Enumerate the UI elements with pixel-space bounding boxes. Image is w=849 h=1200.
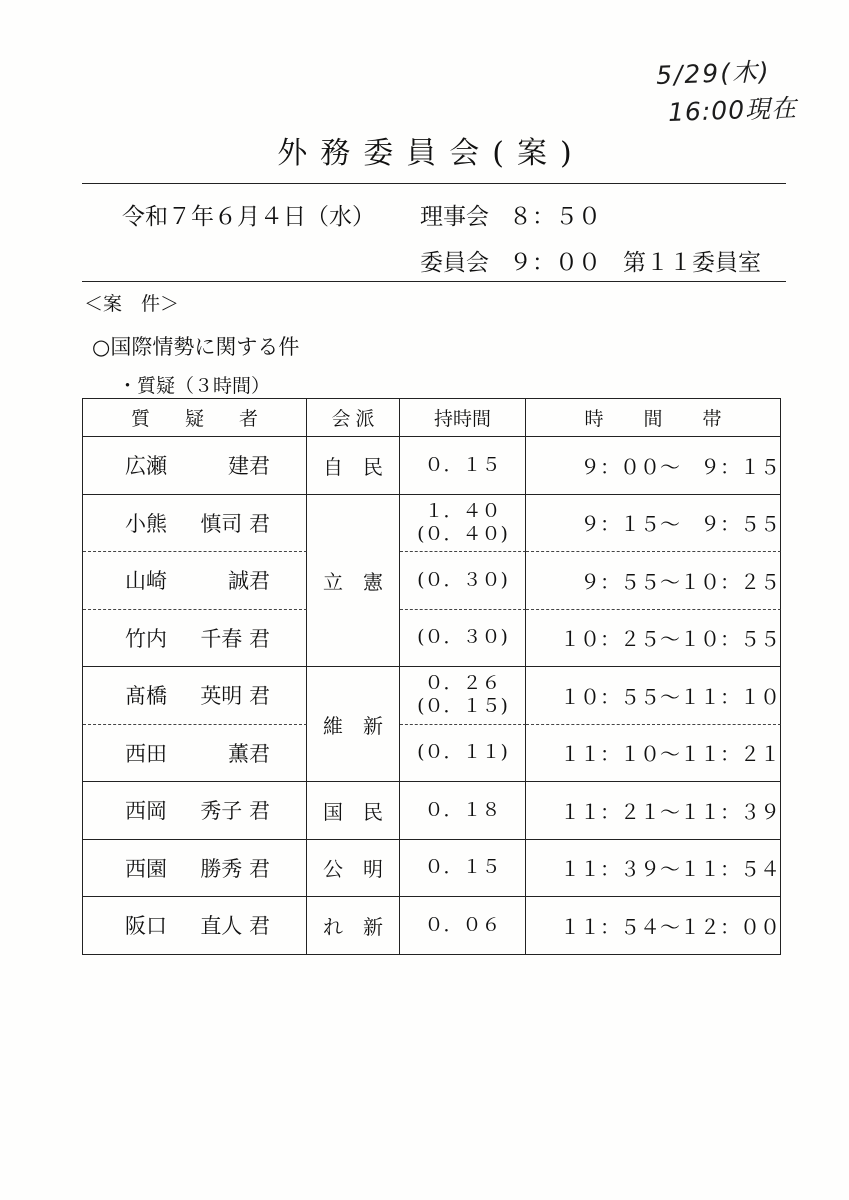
questioner-family-name: 広瀬 [125,454,167,479]
questioner-cell [83,725,307,783]
time-slot-cell: ９：５５～１０：２５ [526,552,781,610]
questioner-cell [83,782,307,840]
questioner-given-name: 誠君 [228,569,270,594]
table-row [83,437,781,495]
questioner-cell [83,610,307,668]
time-slot-cell: １１：３９～１１：５４ [526,840,781,898]
header-questioner-label: 質疑者 [130,408,293,430]
header-questioner [83,399,307,437]
allotted-time: ０．１８ [424,798,501,821]
agenda-heading: ＜案 件＞ [84,293,180,315]
questioner-cell [83,495,307,553]
board-meeting-time: ８：５０ [509,204,601,230]
header-party [307,399,400,437]
allotted-time: ０．１５ [424,453,501,476]
party-name: 国民 [323,799,403,824]
allotted-time-cell [400,725,526,783]
questioner-family-name: 竹内 [125,626,167,651]
party-cell [307,495,403,668]
time-slot-cell: １１：２１～１１：３９ [526,782,781,840]
time-slot-cell: ９：００～ ９：１５ [526,437,781,495]
allotted-time: ０．２６ [424,672,501,695]
header-time-slot-label: 時間帯 [584,408,762,430]
party-name: 自民 [323,454,403,479]
header-allotted-time-label: 持時間 [433,408,491,430]
header-time-slot [526,399,781,437]
allotted-time-cell [400,495,526,553]
questioner-given-name: 秀子 君 [200,799,270,824]
party-cell [307,897,403,955]
allotted-time-sub: (０．１５) [417,695,508,718]
questioner-family-name: 小熊 [125,511,167,536]
table-row [83,667,781,725]
allotted-time: ０．０６ [424,913,501,936]
questioner-family-name: 髙橋 [125,684,167,709]
questioner-cell [83,552,307,610]
table-header-row [83,399,781,437]
party-name: 立憲 [323,569,403,594]
questioner-given-name: 勝秀 君 [200,856,270,881]
handwritten-date: 5/29(木) [655,57,772,90]
allotted-time-cell [400,897,526,955]
party-cell [307,667,403,782]
allotted-time-sub: (０．４０) [417,522,508,545]
divider-bottom [82,281,786,282]
allotted-time: １．４０ [424,499,501,522]
table-row [83,552,781,610]
allotted-time-cell [400,782,526,840]
meeting-date: 令和７年６月４日（水） [122,204,375,230]
questioner-given-name: 薫君 [228,741,270,766]
time-slot-cell: １０：５５～１１：１０ [526,667,781,725]
questioner-family-name: 西岡 [125,799,167,824]
questioner-family-name: 山崎 [125,569,167,594]
allotted-time-cell [400,840,526,898]
questioner-family-name: 西園 [125,856,167,881]
party-cell [307,840,403,898]
allotted-time: (０．１１) [417,741,508,764]
document-title [0,128,849,172]
allotted-time-cell [400,552,526,610]
questioner-given-name: 英明 君 [200,684,270,709]
document-title-text: 外務委員会(案) [277,136,585,171]
time-slot-cell: ９：１５～ ９：５５ [526,495,781,553]
time-slot-cell: １１：１０～１１：２１ [526,725,781,783]
allotted-time: ０．１５ [424,856,501,879]
table-row [83,840,781,898]
questioner-cell [83,897,307,955]
divider-top [82,183,786,184]
table-row [83,782,781,840]
allotted-time: (０．３０) [417,568,508,591]
party-cell [307,437,403,495]
questioner-family-name: 阪口 [125,914,167,939]
party-name: 公明 [323,857,403,882]
questioner-given-name: 千春 君 [200,626,270,651]
committee-meeting-label: 委員会 [420,250,489,276]
table-row [83,610,781,668]
questioner-given-name: 直人 君 [200,914,270,939]
party-name: 維新 [323,713,403,738]
board-meeting-label: 理事会 [420,204,489,230]
questioner-given-name: 建君 [228,454,270,479]
table-row [83,725,781,783]
questioner-table [82,398,781,955]
time-slot-cell: １１：５４～１２：００ [526,897,781,955]
questioner-cell [83,437,307,495]
board-meeting-line [420,198,601,231]
agenda-sub-item: ・質疑（３時間） [118,375,271,397]
questioner-given-name: 慎司 君 [200,511,270,536]
time-slot-cell: １０：２５～１０：５５ [526,610,781,668]
questioner-family-name: 西田 [125,741,167,766]
committee-meeting-time: ９：００ [509,250,601,276]
agenda-item: ○国際情勢に関する件 [92,335,300,359]
allotted-time-cell [400,667,526,725]
party-cell [307,782,403,840]
meeting-room: 第１１委員室 [623,250,761,276]
allotted-time: (０．３０) [417,626,508,649]
header-party-label: 会派 [331,408,380,430]
allotted-time-cell [400,437,526,495]
party-name: れ新 [323,914,403,939]
committee-meeting-line [420,244,761,277]
allotted-time-cell [400,610,526,668]
table-row [83,897,781,955]
handwritten-status-time: 16:00現在 [667,93,798,127]
questioner-cell [83,840,307,898]
questioner-cell [83,667,307,725]
table-row [83,495,781,553]
header-allotted-time [400,399,526,437]
